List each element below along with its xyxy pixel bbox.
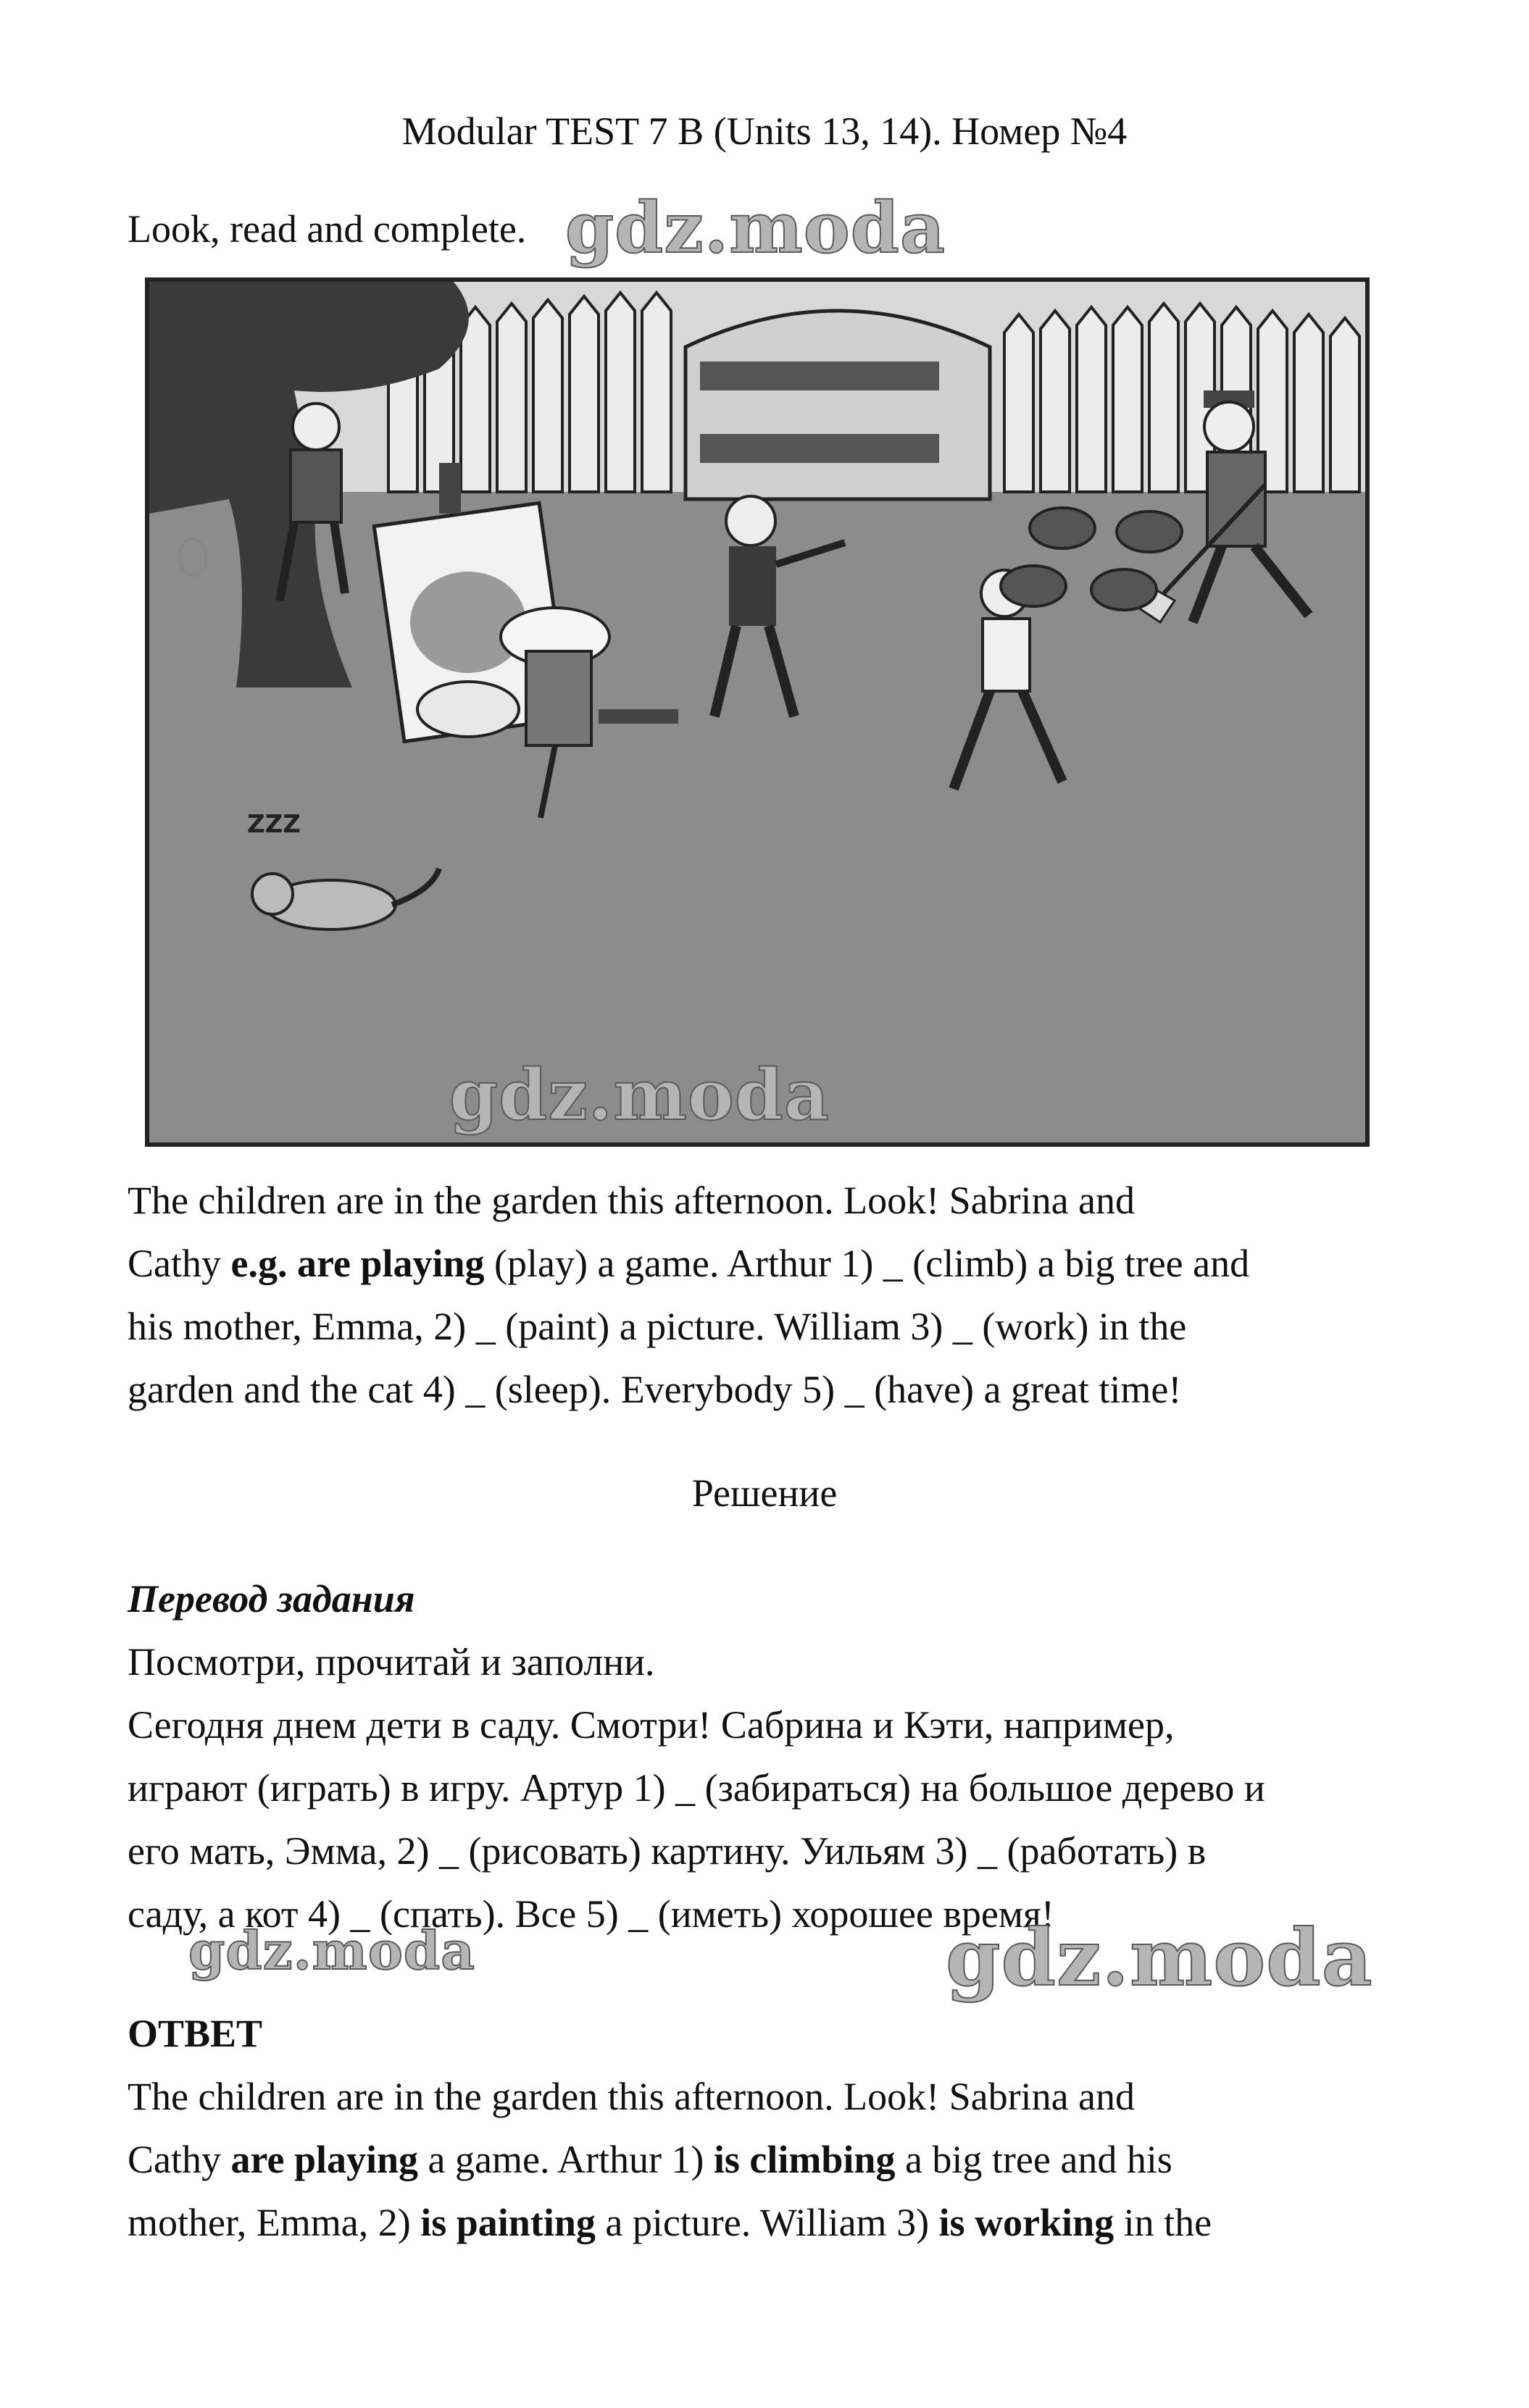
watermark: gdz.moda xyxy=(449,1054,830,1136)
answer-bold: is painting xyxy=(420,2201,596,2244)
answer-section xyxy=(128,2002,1212,2254)
answer-bold: are playing xyxy=(230,2138,419,2181)
translation-line-2: Сегодня днем дети в саду. Смотри! Сабрина и Кэти, например, xyxy=(128,1703,1175,1747)
exercise-line-1: The children are in the garden this afternoon. Look! Sabrina and xyxy=(128,1179,1135,1222)
translation-section xyxy=(128,1568,1265,1946)
task-instruction xyxy=(128,206,526,251)
gate-hinge-bottom xyxy=(700,434,939,463)
translation-heading: Перевод задания xyxy=(128,1577,415,1621)
solution-label: Решение xyxy=(691,1471,838,1515)
watermark: gdz.moda xyxy=(188,1920,475,1981)
translation-line-3: играют (играть) в игру. Артур 1) _ (забираться) на большое дерево и xyxy=(128,1766,1265,1810)
gate-hinge-top xyxy=(700,361,939,390)
exercise-line-2: Cathy e.g. are playing (play) a game. Arthur 1) _ (climb) a big tree and xyxy=(128,1242,1250,1285)
watermark: gdz.moda xyxy=(565,187,946,269)
garden-illustration xyxy=(149,282,1365,1142)
answer-line-1: The children are in the garden this afternoon. Look! Sabrina and xyxy=(128,2075,1135,2118)
garden-gate xyxy=(686,311,990,499)
cat-zzz-text: ZZZ xyxy=(247,810,301,839)
watermark: gdz.moda xyxy=(946,1912,1373,2004)
answer-line-3: mother, Emma, 2) is painting a picture. William 3) is working in the xyxy=(128,2201,1212,2244)
exercise-picture xyxy=(145,277,1370,1147)
exercise-line-4: garden and the cat 4) _ (sleep). Everybody 5) _ (have) a great time! xyxy=(128,1368,1182,1411)
translation-line-4: его мать, Эмма, 2) _ (рисовать) картину. Уильям 3) _ (работать) в xyxy=(128,1829,1207,1873)
instruction-text: Look, read and complete. xyxy=(128,207,527,251)
answer-bold: is working xyxy=(938,2201,1115,2244)
answer-line-2: Cathy are playing a game. Arthur 1) is climbing a big tree and his xyxy=(128,2138,1172,2181)
exercise-text xyxy=(128,1169,1249,1421)
answer-heading: ОТВЕТ xyxy=(128,2012,263,2055)
answer-bold: is climbing xyxy=(713,2138,896,2181)
page-title: Modular TEST 7 B (Units 13, 14). Номер №4 xyxy=(401,109,1128,153)
translation-line-1: Посмотри, прочитай и заполни. xyxy=(128,1640,655,1684)
translation-line-5: саду, а кот 4) _ (спать). Все 5) _ (иметь) хорошее время! xyxy=(128,1892,1054,1936)
example-answer: e.g. are playing xyxy=(230,1242,485,1285)
exercise-line-3: his mother, Emma, 2) _ (paint) a picture. William 3) _ (work) in the xyxy=(128,1305,1187,1348)
